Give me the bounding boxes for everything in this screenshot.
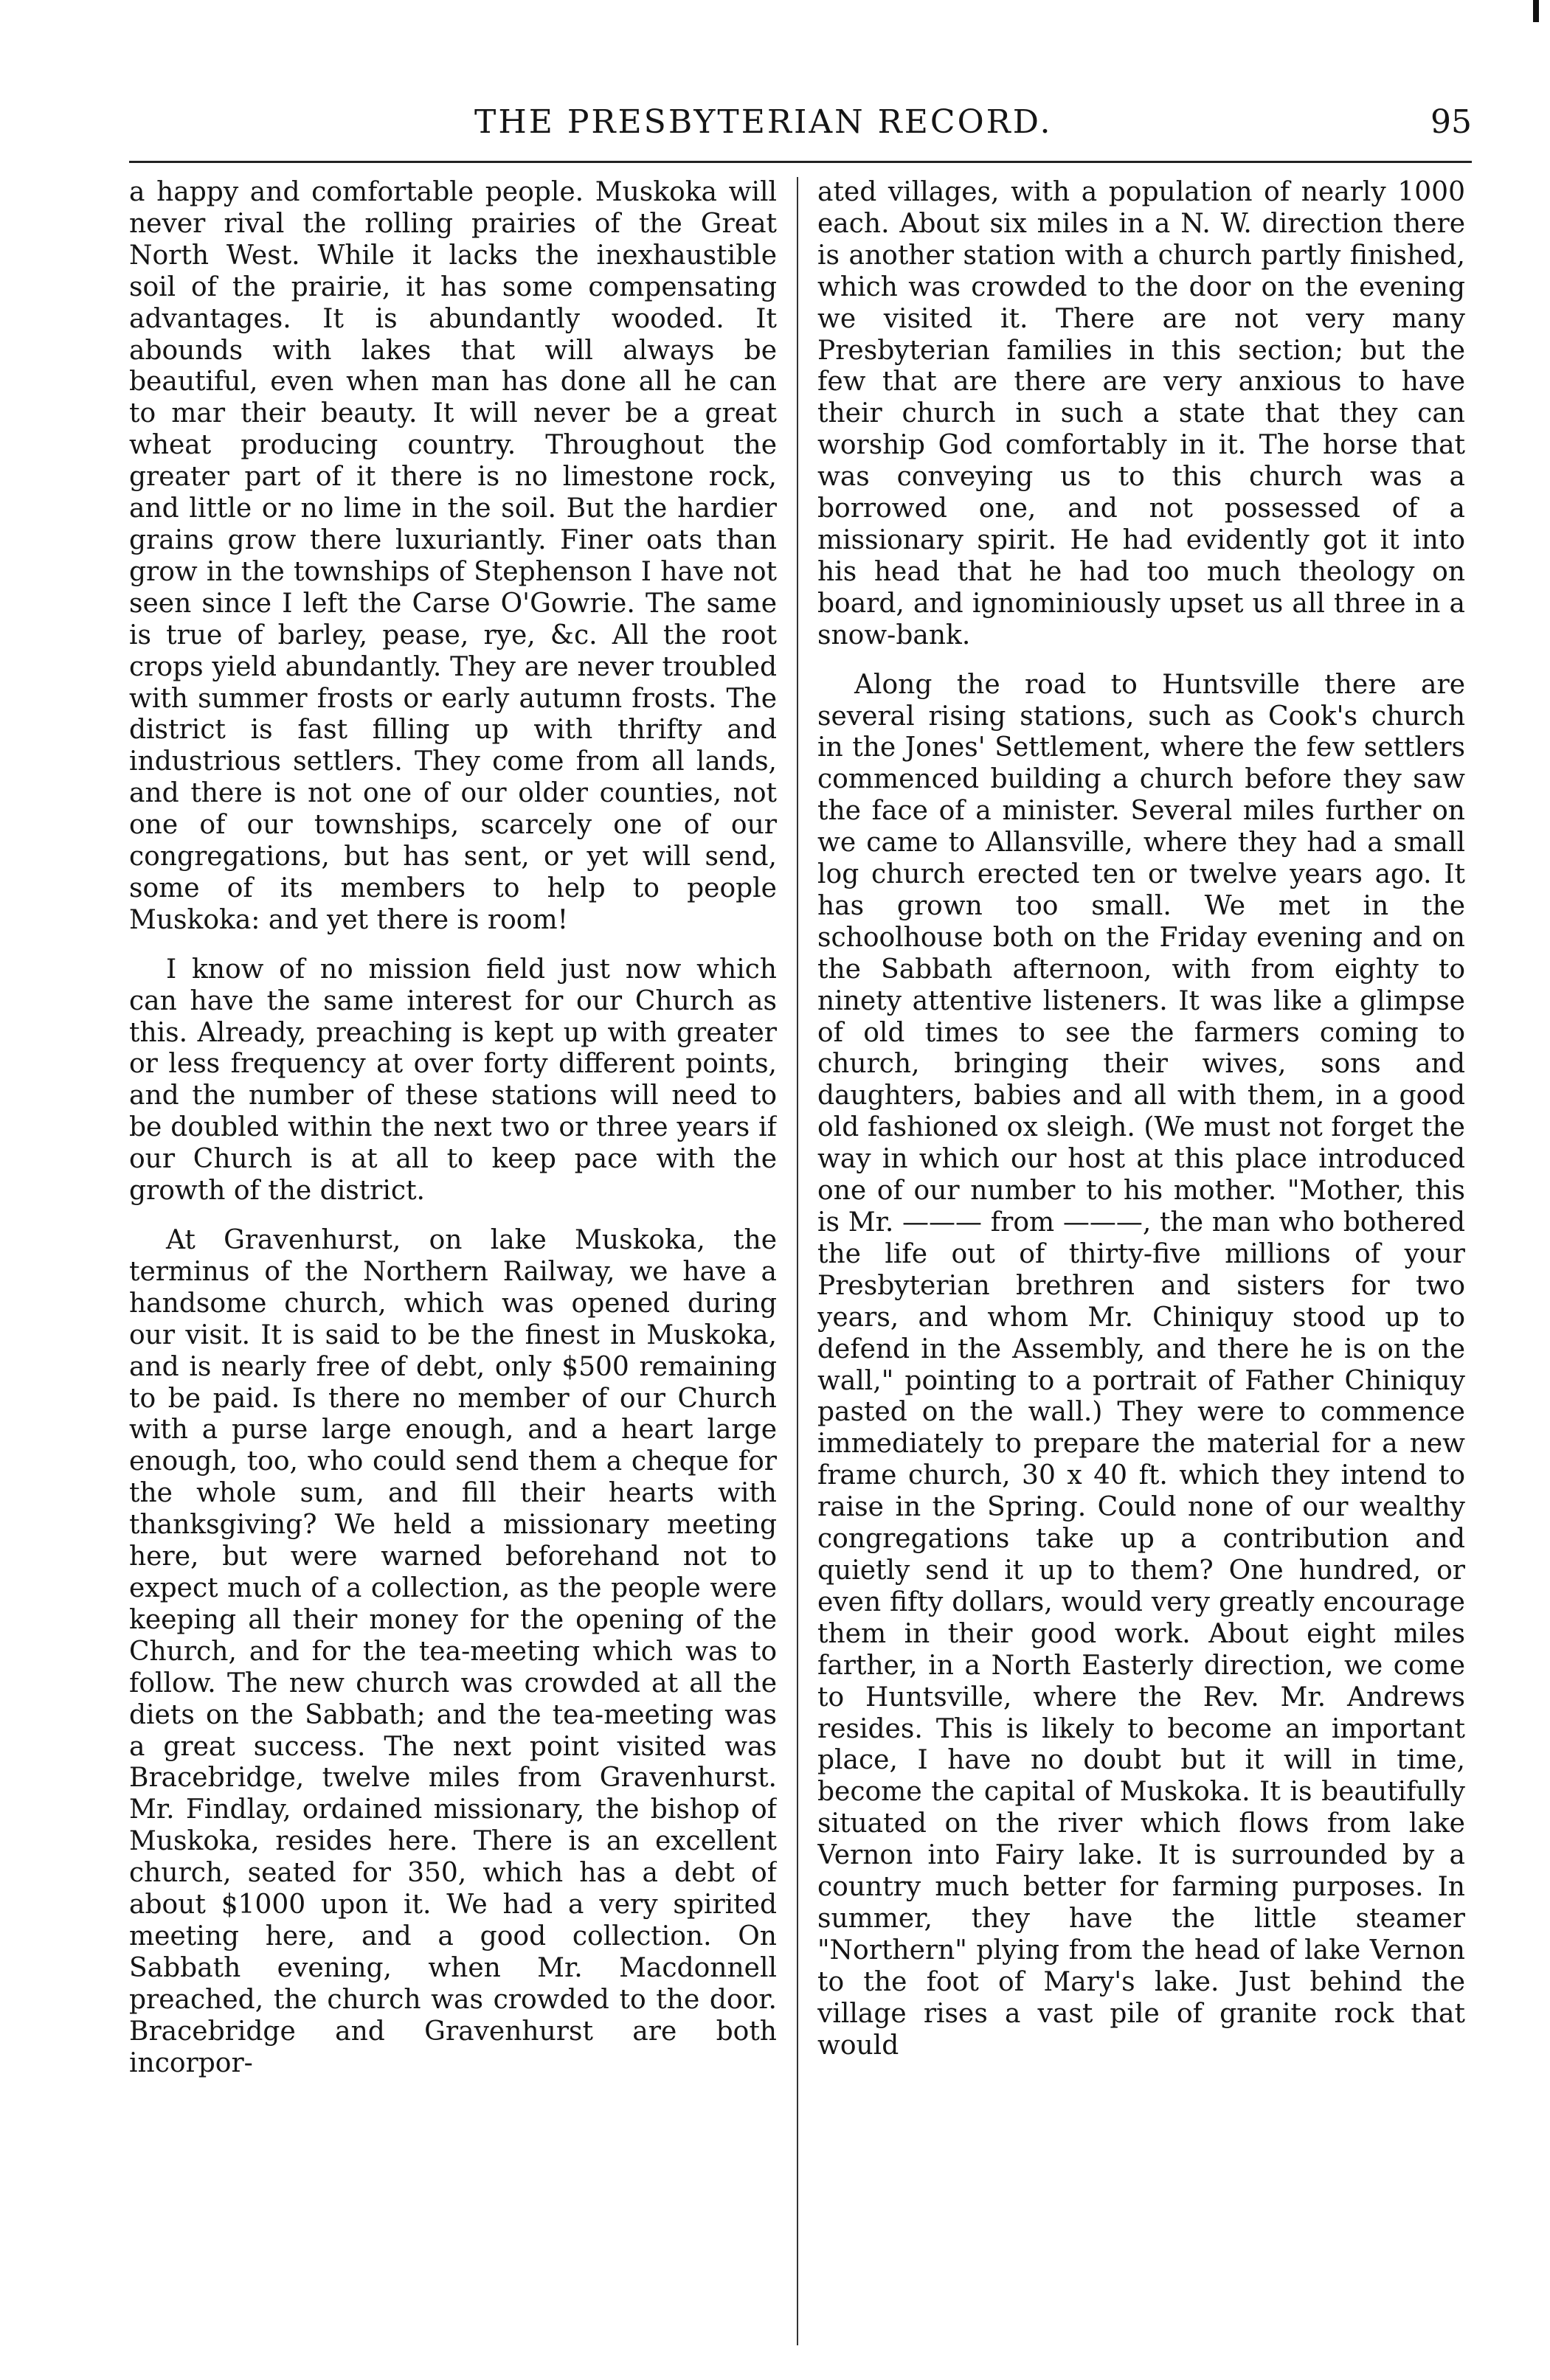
column-divider — [797, 177, 798, 2345]
paragraph: Along the road to Huntsville there are several rising stations, such as Cook's church in the Jones' Settlement, where the few settlers commenced building a church before they saw the face of a minister. Several miles further on we came to Allansville, where they had a small log church erected ten or twelve years ago. It has grown too small. We met in the schoolhouse both on the Friday evening and on the Sabbath afternoon, with from eighty to ninety attentive listeners. It was like a glimpse of old times to see the farmers coming to church, bringing their wives, sons and daughters, babies and all with them, in a good old fashioned ox sleigh. (We must not forget the way in which our host at this place introduced one of our number to his mother. "Mother, this is Mr. ——— from ———, the man who bothered the life out of thirty-five millions of your Presbyterian brethren and sisters for two years, and whom Mr. Chiniquy stood up to defend in the Assembly, and there he is on the wall," pointing to a portrait of Father Chiniquy pasted on the wall.) They were to commence immediately to prepare the material for a new frame church, 30 x 40 ft. which they intend to raise in the Spring. Could none of our wealthy congregations take up a contribution and quietly send it up to them? One hundred, or even fifty dollars, would very greatly encourage them in their good work. About eight miles farther, in a North Easterly direction, we come to Huntsville, where the Rev. Mr. Andrews resides. This is likely to become an important place, I have no doubt but it will in time, become the capital of Muskoka. It is beautifully situated on the river which flows from lake Vernon into Fairy lake. It is surrounded by a country much better for farming purposes. In summer, they have the little steamer "Northern" plying from the head of lake Vernon to the foot of Mary's lake. Just behind the village rises a vast pile of granite rock that would — [817, 669, 1465, 2061]
paragraph: a happy and comfortable people. Muskoka will never rival the rolling prairies of the Great North West. While it lacks the inexhaustible soil of the prairie, it has some compensating advantages. It is abundantly wooded. It abounds with lakes that will always be beautiful, even when man has done all he can to mar their beauty. It will never be a great wheat producing country. Throughout the greater part of it there is no limestone rock, and little or no lime in the soil. But the hardier grains grow there luxuriantly. Finer oats than grow in the townships of Stephenson I have not seen since I left the Carse O'Gowrie. The same is true of barley, pease, rye, &c. All the root crops yield abundantly. They are never troubled with summer frosts or early autumn frosts. The district is fast filling up with thrifty and industrious settlers. They come from all lands, and there is not one of our older counties, not one of our townships, scarcely one of our congregations, but has sent, or yet will send, some of its members to help to people Muskoka: and yet there is room! — [129, 177, 777, 935]
left-column — [129, 177, 777, 2342]
journal-title: THE PRESBYTERIAN RECORD. — [474, 103, 1053, 141]
page-edge-mark — [1533, 0, 1539, 22]
page-number: 95 — [1430, 103, 1472, 141]
header-rule — [129, 161, 1472, 163]
paragraph: I know of no mission field just now which can have the same interest for our Church as this. Already, preaching is kept up with greater or less frequency at over forty different points, and the number of these stations will need to be doubled within the next two or three years if our Church is at all to keep pace with the growth of the district. — [129, 954, 777, 1207]
right-column — [817, 177, 1465, 2342]
paragraph: ated villages, with a population of nearly 1000 each. About six miles in a N. W. direction there is another station with a church partly finished, which was crowded to the door on the evening we visited it. There are not very many Presbyterian families in this section; but the few that are there are very anxious to have their church in such a state that they can worship God comfortably in it. The horse that was conveying us to this church was a borrowed one, and not possessed of a missionary spirit. He had evidently got it into his head that he had too much theology on board, and ignominiously upset us all three in a snow-bank. — [817, 177, 1465, 650]
page-header — [129, 103, 1472, 148]
paragraph: At Gravenhurst, on lake Muskoka, the terminus of the Northern Railway, we have a handsome church, which was opened during our visit. It is said to be the finest in Muskoka, and is nearly free of debt, only $500 remaining to be paid. Is there no member of our Church with a purse large enough, and a heart large enough, too, who could send them a cheque for the whole sum, and fill their hearts with thanksgiving? We held a missionary meeting here, but were warned beforehand not to expect much of a collection, as the people were keeping all their money for the opening of the Church, and for the tea-meeting which was to follow. The new church was crowded at all the diets on the Sabbath; and the tea-meeting was a great success. The next point visited was Bracebridge, twelve miles from Gravenhurst. Mr. Findlay, ordained missionary, the bishop of Muskoka, resides here. There is an excellent church, seated for 350, which has a debt of about $1000 upon it. We had a very spirited meeting here, and a good collection. On Sabbath evening, when Mr. Macdonnell preached, the church was crowded to the door. Bracebridge and Gravenhurst are both incorpor- — [129, 1225, 777, 2078]
